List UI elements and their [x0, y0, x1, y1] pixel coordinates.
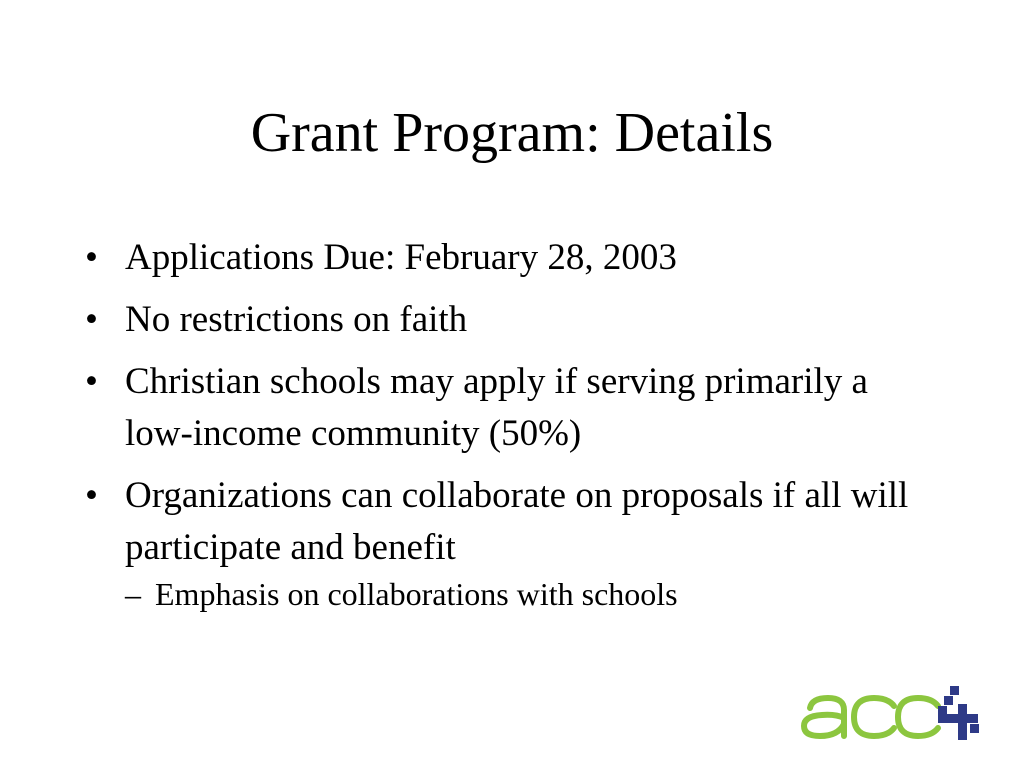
logo-four-icon: [938, 686, 979, 740]
bullet-text: No restrictions on faith: [125, 299, 468, 340]
ac4-logo-graphic: [798, 686, 980, 740]
bullet-marker: •: [85, 361, 98, 402]
bullet-item-applications-due: [85, 232, 945, 284]
logo-letter-a: [804, 698, 844, 736]
sub-bullet-text: Emphasis on collaborations with schools: [155, 576, 678, 612]
bullet-item-collaborate: [85, 470, 945, 574]
sub-bullet-item-emphasis: [85, 574, 945, 614]
bullet-marker: •: [85, 237, 98, 278]
bullet-list: [85, 232, 945, 614]
bullet-item-no-restrictions: [85, 294, 945, 346]
slide-title: Grant Program: Details: [250, 102, 774, 164]
bullet-text: Organizations can collaborate on proposals if all will participate and benefit: [125, 475, 909, 568]
ac4-logo: [798, 686, 980, 740]
sub-bullet-marker: –: [125, 576, 141, 612]
bullet-text: Applications Due: February 28, 2003: [125, 237, 677, 278]
logo-letter-c-2: [898, 698, 938, 736]
bullet-text: Christian schools may apply if serving primarily a low-income community (50%): [125, 361, 868, 454]
bullet-item-christian-schools: [85, 356, 945, 460]
bullet-marker: •: [85, 299, 98, 340]
bullet-marker: •: [85, 475, 98, 516]
logo-letter-c: [854, 698, 894, 736]
